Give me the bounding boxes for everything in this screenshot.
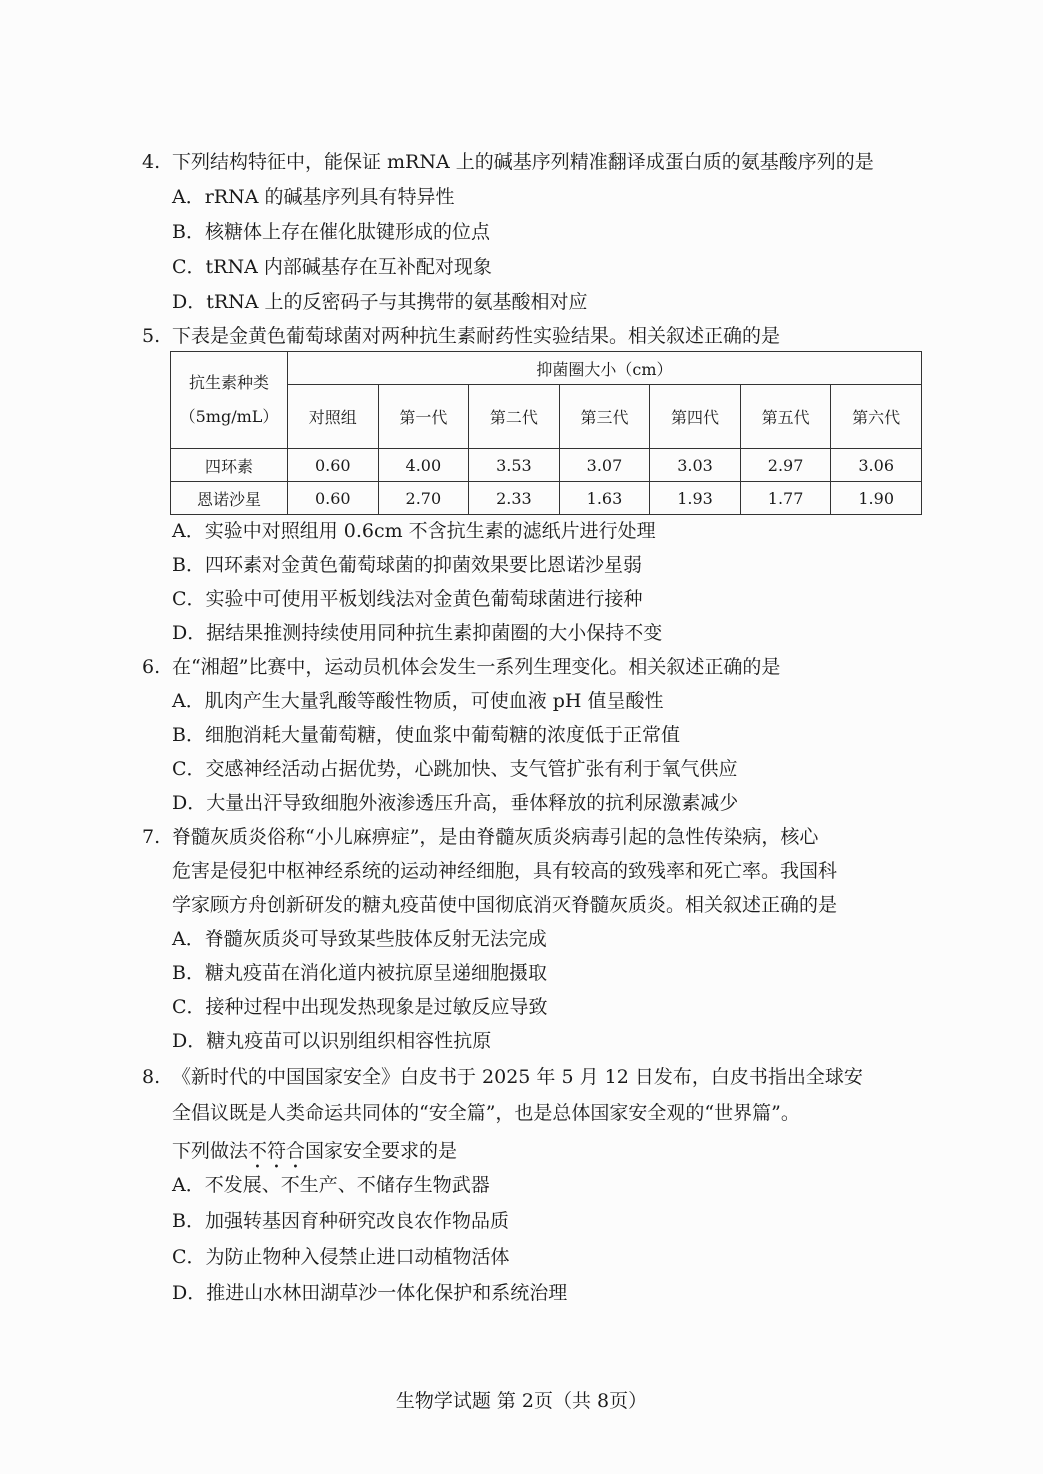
question-7-stem-line2: 危害是侵犯中枢神经系统的运动神经细胞，具有较高的致残率和死亡率。我国科 — [172, 860, 838, 882]
table-cell: 1.90 — [831, 482, 922, 515]
table-row-name: 四环素 — [171, 449, 288, 482]
question-6-option-d: D．大量出汗导致细胞外液渗透压升高，垂体释放的抗利尿激素减少 — [172, 792, 739, 814]
table-cell: 1.93 — [650, 482, 741, 515]
question-7-option-b: B．糖丸疫苗在消化道内被抗原呈递细胞摄取 — [172, 962, 547, 984]
question-8-stem-line3 — [172, 1140, 457, 1173]
question-5-option-d: D．据结果推测持续使用同种抗生素抑菌圈的大小保持不变 — [172, 622, 663, 644]
table-col-header: 第五代 — [740, 385, 831, 449]
page-footer: 生物学试题 第 2页（共 8页） — [395, 1390, 648, 1412]
question-8-stem-line1: 《新时代的中国国家安全》白皮书于 2025 年 5 月 12 日发布，白皮书指出全球安 — [172, 1066, 863, 1088]
question-7-number: 7. — [142, 826, 161, 848]
question-8-option-a: A．不发展、不生产、不储存生物武器 — [172, 1174, 490, 1196]
table-cell: 3.03 — [650, 449, 741, 482]
question-5-option-b: B．四环素对金黄色葡萄球菌的抑菌效果要比恩诺沙星弱 — [172, 554, 642, 576]
table-col-header: 对照组 — [288, 385, 379, 449]
question-8-option-c: C．为防止物种入侵禁止进口动植物活体 — [172, 1246, 510, 1268]
table-row — [171, 449, 922, 482]
question-8-stem-emphasis: 不符合 — [248, 1140, 306, 1162]
question-4-option-a: A．rRNA 的碱基序列具有特异性 — [172, 186, 455, 208]
results-table — [170, 351, 922, 515]
table-group-header: 抑菌圈大小（cm） — [288, 352, 922, 385]
table-cell: 3.07 — [559, 449, 650, 482]
question-6-option-b: B．细胞消耗大量葡萄糖，使血浆中葡萄糖的浓度低于正常值 — [172, 724, 680, 746]
table-cell: 1.77 — [740, 482, 831, 515]
table-col-header: 第六代 — [831, 385, 922, 449]
question-4-option-d: D．tRNA 上的反密码子与其携带的氨基酸相对应 — [172, 291, 588, 313]
table-col-header: 第二代 — [469, 385, 560, 449]
question-6-option-c: C．交感神经活动占据优势，心跳加快、支气管扩张有利于氧气供应 — [172, 758, 738, 780]
question-5-stem: 下表是金黄色葡萄球菌对两种抗生素耐药性实验结果。相关叙述正确的是 — [172, 325, 781, 347]
table-cell: 1.63 — [559, 482, 650, 515]
question-5-option-a: A．实验中对照组用 0.6cm 不含抗生素的滤纸片进行处理 — [172, 520, 656, 542]
question-8-stem-before: 下列做法 — [172, 1140, 249, 1162]
question-8-number: 8. — [142, 1066, 161, 1088]
question-8-stem-after: 国家安全要求的是 — [305, 1140, 458, 1162]
question-6-stem: 在“湘超”比赛中，运动员机体会发生一系列生理变化。相关叙述正确的是 — [172, 656, 781, 678]
table-row-header-line1: 抗生素种类 — [188, 373, 269, 392]
table-cell: 2.33 — [469, 482, 560, 515]
question-8-stem-line2: 全倡议既是人类命运共同体的“安全篇”，也是总体国家安全观的“世界篇”。 — [172, 1102, 800, 1124]
table-cell: 0.60 — [288, 449, 379, 482]
table-row — [171, 482, 922, 515]
question-4-number: 4. — [142, 151, 161, 173]
question-7-option-a: A．脊髓灰质炎可导致某些肢体反射无法完成 — [172, 928, 547, 950]
question-7-option-c: C．接种过程中出现发热现象是过敏反应导致 — [172, 996, 548, 1018]
question-5-option-c: C．实验中可使用平板划线法对金黄色葡萄球菌进行接种 — [172, 588, 643, 610]
question-8-option-b: B．加强转基因育种研究改良农作物品质 — [172, 1210, 509, 1232]
table-cell: 2.70 — [378, 482, 469, 515]
question-7-option-d: D．糖丸疫苗可以识别组织相容性抗原 — [172, 1030, 492, 1052]
question-4-option-b: B．核糖体上存在催化肽键形成的位点 — [172, 221, 490, 243]
table-cell: 4.00 — [378, 449, 469, 482]
table-row-header-line2: （5mg/mL） — [179, 407, 279, 426]
table-cell: 3.53 — [469, 449, 560, 482]
table-row-header — [171, 352, 288, 449]
question-8-option-d: D．推进山水林田湖草沙一体化保护和系统治理 — [172, 1282, 568, 1304]
question-4-option-c: C．tRNA 内部碱基存在互补配对现象 — [172, 256, 492, 278]
table-row-name: 恩诺沙星 — [171, 482, 288, 515]
question-6-option-a: A．肌肉产生大量乳酸等酸性物质，可使血液 pH 值呈酸性 — [172, 690, 664, 712]
table-cell: 0.60 — [288, 482, 379, 515]
question-4-stem: 下列结构特征中，能保证 mRNA 上的碱基序列精准翻译成蛋白质的氨基酸序列的是 — [172, 151, 874, 173]
table-cell: 2.97 — [740, 449, 831, 482]
table-col-header: 第三代 — [559, 385, 650, 449]
table-cell: 3.06 — [831, 449, 922, 482]
question-6-number: 6. — [142, 656, 161, 678]
table-col-header: 第一代 — [378, 385, 469, 449]
question-7-stem-line3: 学家顾方舟创新研发的糖丸疫苗使中国彻底消灭脊髓灰质炎。相关叙述正确的是 — [172, 894, 838, 916]
question-7-stem-line1: 脊髓灰质炎俗称“小儿麻痹症”，是由脊髓灰质炎病毒引起的急性传染病，核心 — [172, 826, 819, 848]
table-col-header: 第四代 — [650, 385, 741, 449]
question-5-number: 5. — [142, 325, 161, 347]
